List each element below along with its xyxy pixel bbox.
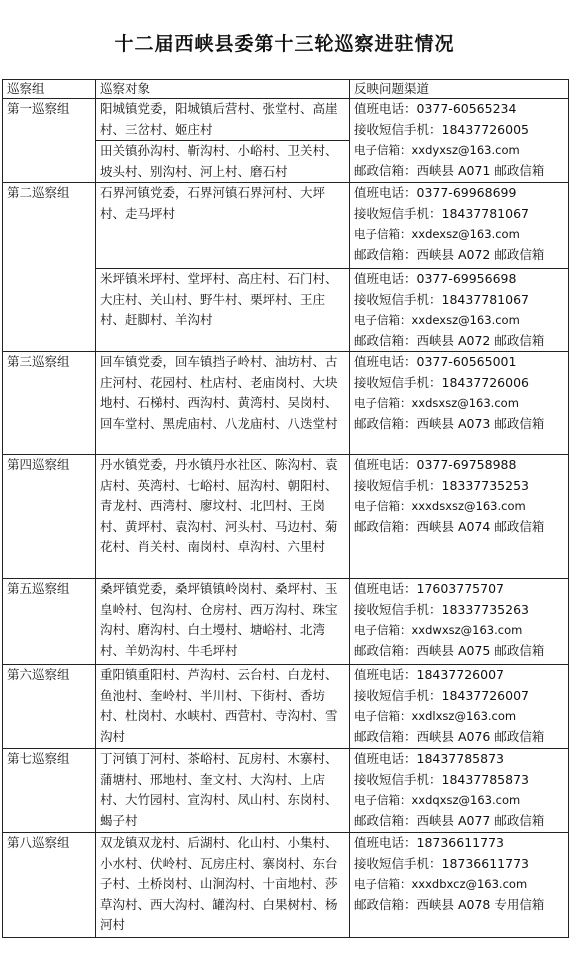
inspection-objects: 田关镇孙沟村、靳沟村、小峪村、卫关村、坡头村、别沟村、河上村、磨石村 (96, 141, 350, 183)
header-group: 巡察组 (3, 80, 96, 99)
email-address: 电子信箱：xxdwxsz@163.com (354, 623, 523, 637)
table-row (3, 183, 569, 269)
inspection-objects: 回车镇党委，回车镇挡子岭村、油坊村、古庄河村、花园村、杜店村、老庙岗村、大块地村、石梯村、西沟村、黄湾村、吴岗村、回车堂村、黑虎庙村、八龙庙村、八迭堂村 (96, 352, 350, 455)
contact-channels (350, 579, 569, 665)
group-name: 第四巡察组 (3, 455, 96, 579)
email-address: 电子信箱：xxdexsz@163.com (354, 313, 520, 327)
postal-box: 邮政信箱：西峡县 A073 邮政信箱 (354, 415, 545, 431)
email-address: 电子信箱：xxdyxsz@163.com (354, 143, 520, 157)
table-row (3, 665, 569, 749)
duty-phone: 值班电话：0377-69758988 (354, 457, 517, 472)
table-header-row (3, 80, 569, 99)
contact-channels (350, 665, 569, 749)
postal-box: 邮政信箱：西峡县 A076 邮政信箱 (354, 728, 545, 744)
contact-channels (350, 99, 569, 183)
group-name: 第三巡察组 (3, 352, 96, 455)
postal-box: 邮政信箱：西峡县 A078 专用信箱 (354, 896, 545, 912)
group-name: 第六巡察组 (3, 665, 96, 749)
inspection-objects: 双龙镇双龙村、后湖村、化山村、小集村、小水村、伏岭村、瓦房庄村、寨岗村、东台子村、土桥岗村、山涧沟村、十亩地村、莎草沟村、西大沟村、罐沟村、白果树村、杨河村 (96, 833, 350, 938)
inspection-objects: 丁河镇丁河村、茶峪村、瓦房村、木寨村、蒲塘村、邢地村、奎文村、大沟村、上店村、大竹园村、宣沟村、凤山村、东岗村、蝎子村 (96, 749, 350, 833)
contact-channels (350, 183, 569, 269)
contact-channels (350, 749, 569, 833)
duty-phone: 值班电话：0377-60565001 (354, 354, 517, 369)
header-channels: 反映问题渠道 (350, 80, 569, 99)
sms-phone: 接收短信手机：18437781067 (354, 291, 529, 307)
sms-phone: 接收短信手机：18437726006 (354, 374, 529, 390)
inspection-objects: 桑坪镇党委，桑坪镇镇岭岗村、桑坪村、玉皇岭村、包沟村、仓房村、西万沟村、珠宝沟村、磨沟村、白土墁村、塘峪村、北湾村、羊奶沟村、牛毛坪村 (96, 579, 350, 665)
inspection-objects: 石界河镇党委，石界河镇石界河村、大坪村、走马坪村 (96, 183, 350, 269)
contact-channels (350, 352, 569, 455)
sms-phone: 接收短信手机：18736611773 (354, 855, 529, 871)
table-row (3, 579, 569, 665)
sms-phone: 接收短信手机：18437785873 (354, 771, 529, 787)
group-name: 第一巡察组 (3, 99, 96, 183)
postal-box: 邮政信箱：西峡县 A072 邮政信箱 (354, 332, 545, 348)
contact-channels (350, 833, 569, 938)
postal-box: 邮政信箱：西峡县 A074 邮政信箱 (354, 518, 545, 534)
postal-box: 邮政信箱：西峡县 A077 邮政信箱 (354, 812, 545, 828)
inspection-objects: 重阳镇重阳村、芦沟村、云台村、白龙村、鱼池村、奎岭村、半川村、下街村、香坊村、杜岗村、水峡村、西营村、寺沟村、雪沟村 (96, 665, 350, 749)
inspection-objects: 米坪镇米坪村、堂坪村、高庄村、石门村、大庄村、关山村、野牛村、栗坪村、王庄村、赶脚村、羊沟村 (96, 269, 350, 352)
document-title: 十二届西峡县委第十三轮巡察进驻情况 (114, 33, 455, 55)
inspection-objects: 阳城镇党委，阳城镇后营村、张堂村、高崖村、三岔村、姬庄村 (96, 99, 350, 141)
email-address: 电子信箱：xxxdsxsz@163.com (354, 499, 526, 513)
group-name: 第七巡察组 (3, 749, 96, 833)
inspection-table (2, 79, 569, 938)
email-address: 电子信箱：xxdexsz@163.com (354, 227, 520, 241)
duty-phone: 值班电话：0377-69968699 (354, 185, 517, 200)
postal-box: 邮政信箱：西峡县 A072 邮政信箱 (354, 246, 545, 262)
duty-phone: 值班电话：18736611773 (354, 835, 504, 850)
email-address: 电子信箱：xxxdbxcz@163.com (354, 877, 528, 891)
table-row (3, 455, 569, 579)
sms-phone: 接收短信手机：18437726005 (354, 121, 529, 137)
sms-phone: 接收短信手机：18337735263 (354, 601, 529, 617)
sms-phone: 接收短信手机：18437726007 (354, 687, 529, 703)
table-row (3, 99, 569, 141)
header-objects: 巡察对象 (96, 80, 350, 99)
postal-box: 邮政信箱：西峡县 A071 邮政信箱 (354, 162, 545, 178)
inspection-objects: 丹水镇党委，丹水镇丹水社区、陈沟村、袁店村、英湾村、七峪村、屈沟村、朝阳村、青龙村、西湾村、廖坟村、北凹村、王岗村、黄坪村、袁沟村、河头村、马边村、菊花村、肖关村、南岗村、卓沟村、六里村 (96, 455, 350, 579)
table-row (3, 749, 569, 833)
email-address: 电子信箱：xxdqxsz@163.com (354, 793, 521, 807)
email-address: 电子信箱：xxdlxsz@163.com (354, 709, 517, 723)
duty-phone: 值班电话：18437785873 (354, 751, 504, 766)
table-row (3, 833, 569, 938)
sms-phone: 接收短信手机：18337735253 (354, 477, 529, 493)
table-row (3, 352, 569, 455)
sms-phone: 接收短信手机：18437781067 (354, 205, 529, 221)
duty-phone: 值班电话：0377-60565234 (354, 101, 517, 116)
contact-channels (350, 269, 569, 352)
contact-channels (350, 455, 569, 579)
email-address: 电子信箱：xxdsxsz@163.com (354, 396, 519, 410)
group-name: 第五巡察组 (3, 579, 96, 665)
group-name: 第八巡察组 (3, 833, 96, 938)
duty-phone: 值班电话：17603775707 (354, 581, 504, 596)
duty-phone: 值班电话：18437726007 (354, 667, 504, 682)
duty-phone: 值班电话：0377-69956698 (354, 271, 517, 286)
postal-box: 邮政信箱：西峡县 A075 邮政信箱 (354, 642, 545, 658)
group-name: 第二巡察组 (3, 183, 96, 352)
